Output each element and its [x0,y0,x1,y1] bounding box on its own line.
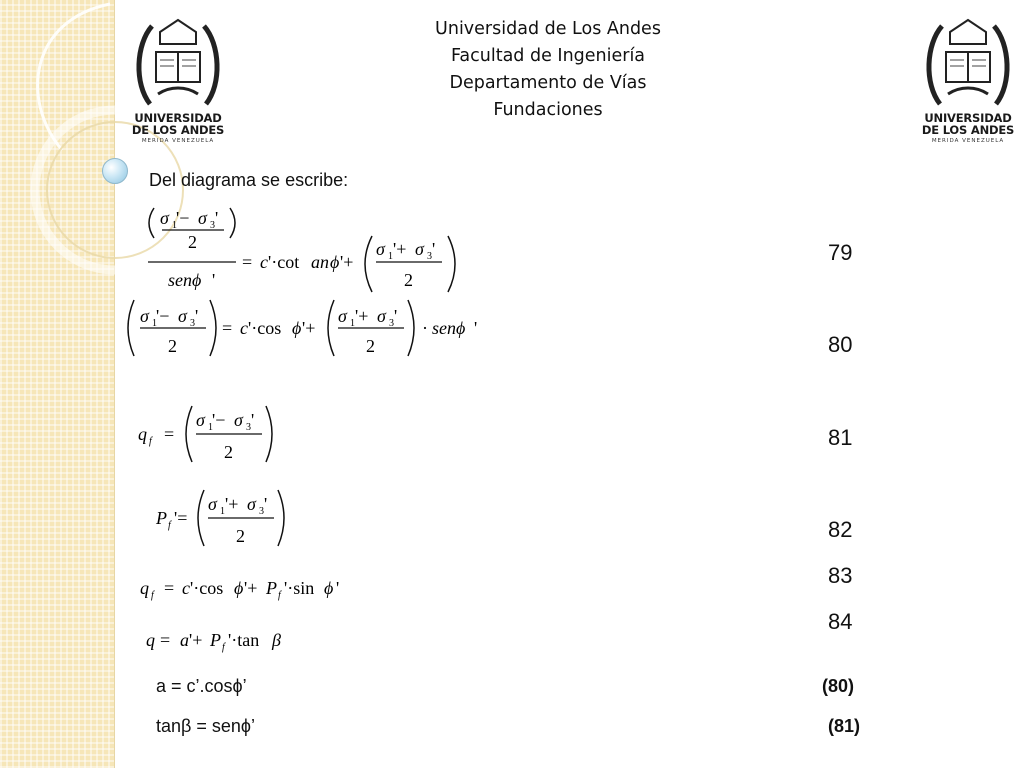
equation-83 [138,572,368,604]
svg-text:=: = [160,630,171,650]
equation-81 [136,404,286,464]
svg-text:σ: σ [247,494,256,514]
svg-text:': ' [195,306,199,326]
svg-text:·: · [422,318,428,338]
svg-text:=: = [222,318,233,338]
svg-text:'·tan: '·tan [228,630,260,650]
svg-text:'·sin: '·sin [284,578,315,598]
svg-text:3: 3 [259,506,264,517]
svg-text:f: f [149,436,152,447]
svg-text:3: 3 [427,251,432,262]
svg-text:2: 2 [188,232,197,252]
svg-text:q: q [140,578,149,598]
svg-text:P: P [156,508,167,528]
svg-text:3: 3 [210,220,215,231]
svg-text:σ: σ [415,239,424,259]
svg-text:': ' [474,318,478,338]
equation-number-80: 80 [828,332,853,357]
svg-text:ϕ: ϕ [292,318,302,338]
svg-text:=: = [164,578,175,598]
note-ref-81: (81) [828,716,861,736]
equation-82 [154,488,304,548]
svg-text:a: a [180,630,189,650]
equation-80 [122,296,502,362]
svg-text:c: c [240,318,248,338]
svg-text:'·cot: '·cot [268,252,300,272]
svg-text:1: 1 [220,506,225,517]
note-ref-80: (80) [822,676,855,696]
svg-text:': ' [264,494,268,514]
svg-text:σ: σ [376,239,385,259]
equation-number-84: 84 [828,609,853,634]
svg-text:2: 2 [168,336,177,356]
svg-text:'+: '+ [340,252,354,272]
svg-text:σ: σ [196,410,205,430]
svg-text:senϕ: senϕ [432,318,466,338]
svg-text:1: 1 [172,220,177,231]
header-faculty: Facultad de Ingeniería [450,46,646,66]
note-tanbeta-definition: tanβ = senϕ’ [156,716,255,736]
svg-text:'+: '+ [189,630,203,650]
svg-text:senϕ: senϕ [168,270,202,290]
svg-text:f: f [222,642,225,653]
header-course: Fundaciones [493,100,603,120]
svg-text:σ: σ [140,306,149,326]
svg-text:f: f [168,520,171,531]
svg-text:σ: σ [198,208,207,228]
equation-number-83: 83 [828,563,853,588]
header-department: Departamento de Vías [449,73,647,93]
svg-text:an: an [311,252,329,272]
svg-text:'+: '+ [302,318,316,338]
logo-subtitle: MERIDA VENEZUELA [931,138,1005,144]
svg-text:1: 1 [208,422,213,433]
svg-text:'=: '= [174,508,188,528]
svg-text:'+: '+ [393,239,407,259]
svg-text:1: 1 [350,318,355,329]
svg-text:': ' [251,410,255,430]
logo-wordmark-line2: DE LOS ANDES [921,123,1015,137]
logo-subtitle: MERIDA VENEZUELA [141,138,215,144]
svg-text:2: 2 [224,442,233,462]
svg-text:'+: '+ [244,578,258,598]
svg-text:c: c [182,578,190,598]
logo-wordmark-line1: UNIVERSIDAD [924,111,1012,125]
equation-number-79: 79 [828,240,853,265]
svg-text:'−: '− [176,208,190,228]
svg-text:1: 1 [152,318,157,329]
svg-text:3: 3 [389,318,394,329]
intro-text: Del diagrama se escribe: [149,170,349,190]
svg-text:1: 1 [388,251,393,262]
university-logo-right [920,14,1016,152]
svg-text:': ' [336,578,340,598]
svg-text:': ' [432,239,436,259]
svg-text:β: β [272,630,281,650]
svg-text:3: 3 [190,318,195,329]
logo-wordmark [920,112,1016,136]
svg-text:'+: '+ [225,494,239,514]
logo-wordmark-line1: UNIVERSIDAD [134,111,222,125]
logo-wordmark-line2: DE LOS ANDES [131,123,225,137]
svg-text:σ: σ [208,494,217,514]
svg-text:3: 3 [246,422,251,433]
svg-text:σ: σ [377,306,386,326]
crest-icon [130,14,226,110]
svg-text:ϕ: ϕ [234,578,244,598]
svg-text:ϕ: ϕ [324,578,334,598]
svg-text:2: 2 [366,336,375,356]
svg-text:c: c [260,252,268,272]
equation-79 [140,200,470,295]
svg-text:2: 2 [236,526,245,546]
svg-text:q: q [146,630,155,650]
note-a-definition: a = c’.cosϕ’ [156,676,247,696]
svg-text:σ: σ [178,306,187,326]
svg-text:': ' [215,208,219,228]
svg-text:σ: σ [160,208,169,228]
svg-text:ϕ: ϕ [330,252,340,272]
svg-text:P: P [210,630,221,650]
svg-text:'−: '− [212,410,226,430]
equation-84 [144,624,304,656]
svg-text:=: = [242,252,253,272]
header-university: Universidad de Los Andes [435,19,661,39]
svg-text:'·cos: '·cos [190,578,224,598]
svg-text:'+: '+ [355,306,369,326]
svg-text:σ: σ [338,306,347,326]
svg-text:': ' [394,306,398,326]
university-logo-left [130,14,226,152]
bullet-ornament [102,158,128,184]
svg-text:q: q [138,424,147,444]
equation-number-81: 81 [828,425,853,450]
svg-text:'−: '− [156,306,170,326]
equation-number-82: 82 [828,517,853,542]
svg-text:P: P [266,578,277,598]
svg-text:=: = [164,424,175,444]
svg-text:σ: σ [234,410,243,430]
crest-icon [920,14,1016,110]
slide-header [340,16,756,124]
logo-wordmark [130,112,226,136]
svg-text:': ' [212,270,216,290]
svg-text:2: 2 [404,270,413,290]
svg-text:'·cos: '·cos [248,318,282,338]
svg-text:f: f [278,590,281,601]
svg-text:f: f [151,590,154,601]
